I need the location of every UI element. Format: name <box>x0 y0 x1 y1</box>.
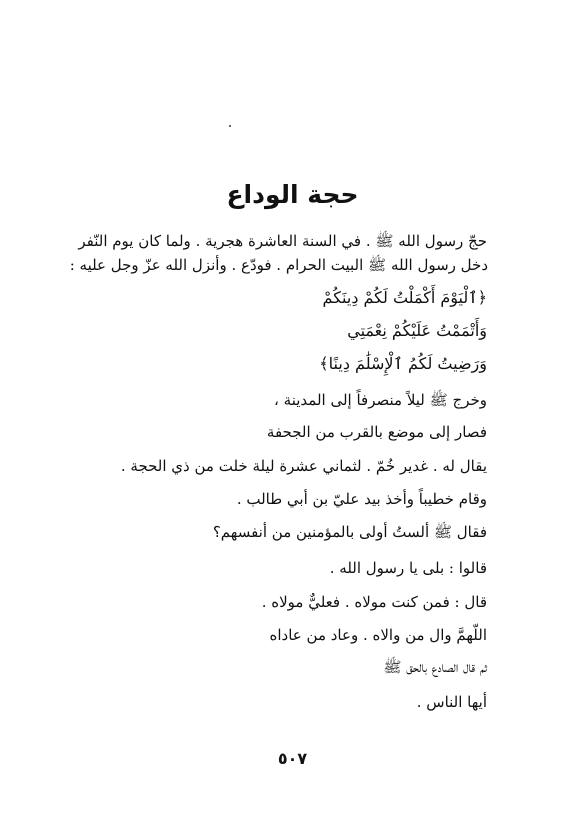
body-line-8: اللّهمَّ وال من والاه . وعاد من عاداه <box>269 626 487 644</box>
print-speck <box>229 125 231 127</box>
page-number: ٥٠٧ <box>277 749 308 768</box>
body-line-5: فقال ﷺ ألستُ أولى بالمؤمنين من أنفسهم؟ <box>212 523 487 541</box>
body-line-2: فصار إلى موضع بالقرب من الجحفة <box>266 423 487 441</box>
body-line-3: يقال له . غدير خُمّ . لثماني عشرة ليلة خلت من ذي الحجة . <box>120 457 487 475</box>
body-line-1: وخرج ﷺ ليلاً منصرفاً إلى المدينة ، <box>274 391 487 409</box>
body-line-7: قال : فمن كنت مولاه . فعليٌّ مولاه . <box>261 593 487 611</box>
body-line-4: وقام خطيباً وأخذ بيد عليّ بن أبي طالب . <box>236 490 487 508</box>
verse-line-2: وَأَتْمَمْتُ عَلَيْكُمْ نِعْمَتِي <box>347 321 487 340</box>
body-line-10: أيها الناس . <box>416 693 487 711</box>
page-title: حجة الوداع <box>226 180 359 209</box>
verse-line-3: وَرَضِيتُ لَكُمُ ٱلْإِسْلَٰمَ دِينًا﴾ <box>319 354 487 373</box>
verse-line-1: ﴿ٱلْيَوْمَ أَكْمَلْتُ لَكُمْ دِينَكُمْ <box>322 288 487 307</box>
body-line-9: ثم قال الصادع بالحق ﷺ <box>383 658 487 676</box>
intro-line-2: دخل رسول الله ﷺ البيت الحرام . فودّع . وأنزل الله عزّ وجل عليه : <box>69 256 488 274</box>
intro-line-1: حجّ رسول الله ﷺ . في السنة العاشرة هجرية . ولما كان يوم النّفر <box>78 232 487 250</box>
body-line-6: قالوا : بلى يا رسول الله . <box>329 559 487 577</box>
